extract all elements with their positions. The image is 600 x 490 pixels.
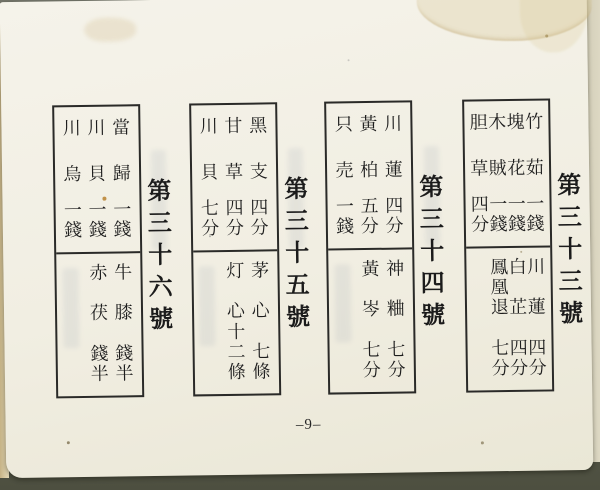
herb-entry [356, 115, 382, 235]
prescription-box [462, 98, 554, 392]
prescription-number: 第 三 十 六 號 [147, 178, 174, 334]
prescription-box-bottom-cell [56, 253, 142, 396]
paper-stain [520, 0, 591, 53]
herb-quantity: 四 分 [250, 197, 269, 238]
herb-name: 牛 膝 [113, 262, 133, 323]
herb-name: 木 賊 [488, 112, 507, 179]
herb-entry [111, 263, 137, 382]
herb-quantity: 四 分 [225, 197, 245, 238]
herb-name: 只 売 [334, 114, 354, 181]
prescription-group-36 [52, 104, 178, 401]
herb-name: 當 歸 [111, 117, 131, 184]
herb-quantity: 五 分 [360, 195, 379, 237]
herb-entry [358, 260, 384, 379]
herb-entry [525, 113, 545, 233]
herb-entry [469, 113, 489, 233]
herb-entry [196, 117, 222, 237]
paper-speck [481, 441, 484, 444]
herb-name: 川 烏 [62, 118, 82, 185]
prescription-box [52, 104, 144, 398]
prescription-box-top-cell [326, 102, 412, 250]
herb-name: 黑 支 [248, 115, 268, 182]
herb-entry [109, 118, 135, 238]
prescription-box-bottom-cell [193, 251, 279, 394]
herb-entry [331, 115, 357, 235]
paper-speck [67, 441, 70, 444]
herb-entry [84, 119, 110, 239]
herb-entry [383, 259, 409, 378]
prescription-box [189, 102, 281, 396]
herb-name: 赤 茯 [89, 262, 109, 323]
prescription-group-34 [324, 100, 450, 397]
herb-name: 灯 心 [226, 260, 246, 321]
herb-entry [248, 261, 274, 380]
herb-name: 塊 花 [506, 111, 526, 179]
paper-speck [348, 59, 350, 61]
prescription-group-33 [462, 98, 588, 395]
herb-quantity: 七 分 [362, 339, 381, 381]
prescription-box-top-cell [464, 100, 550, 248]
herb-quantity: 七 條 [252, 341, 271, 382]
prescription-box-top-cell [191, 104, 277, 252]
herb-entry [508, 258, 528, 377]
herb-quantity: 四 分 [509, 337, 529, 379]
herb-name: 黃 岑 [361, 258, 381, 320]
herb-name: 鳳 凰 退 [490, 257, 509, 318]
herb-entry [506, 113, 526, 233]
herb-name: 川 蓮 [383, 113, 403, 180]
herb-entry [527, 258, 547, 377]
herb-quantity: 一 錢 [526, 193, 545, 234]
herb-quantity: 錢 半 [90, 343, 109, 384]
herb-quantity: 四 分 [385, 195, 404, 236]
herb-name: 胆 草 [469, 112, 489, 179]
herb-name: 茅 心 [250, 260, 270, 321]
herb-name: 神 粬 [385, 258, 405, 319]
herb-name: 川 貝 [87, 117, 107, 184]
herb-quantity: 四 分 [470, 194, 490, 235]
paper-stain [84, 17, 136, 42]
herb-entry [490, 258, 510, 377]
herb-quantity: 七 分 [200, 198, 220, 239]
herb-quantity: 四 分 [528, 337, 547, 378]
herb-quantity: 錢 半 [115, 343, 134, 384]
prescription-number: 第 三 十 四 號 [419, 174, 446, 330]
herb-quantity: 一 錢 [63, 199, 83, 241]
herb-quantity: 十 二 條 [227, 321, 246, 382]
herb-quantity: 一 錢 [335, 196, 355, 237]
herb-entry [86, 264, 112, 383]
herb-quantity: 一 錢 [489, 194, 508, 235]
prescription-box-top-cell [54, 106, 140, 254]
herb-quantity: 一 錢 [113, 199, 132, 240]
herb-quantity: 七 分 [491, 338, 510, 379]
herb-entry [223, 262, 249, 381]
herb-name: 黃 柏 [359, 113, 379, 181]
herb-name: 白 芷 [508, 256, 528, 318]
herb-name: 川 蓮 [527, 256, 546, 317]
prescription-box-bottom-cell [328, 249, 414, 392]
prescription-box-bottom-cell [466, 247, 552, 390]
prescription-number: 第 三 十 三 號 [557, 173, 584, 328]
herb-name: 甘 草 [224, 115, 244, 182]
herb-quantity: 一 錢 [88, 199, 108, 240]
herb-name: 竹 茹 [525, 111, 544, 178]
page-number: –9– [295, 416, 322, 434]
prescription-group-35 [189, 102, 315, 399]
herb-entry [381, 114, 407, 234]
herb-entry [59, 119, 85, 239]
herb-quantity: 一 錢 [507, 193, 527, 235]
herb-name: 川 貝 [199, 116, 219, 183]
prescription-number: 第 三 十 五 號 [284, 176, 311, 332]
paper-speck [545, 34, 548, 37]
herb-entry [221, 117, 247, 237]
herb-entry [246, 116, 272, 236]
herb-entry [488, 113, 508, 233]
prescription-box [324, 100, 416, 394]
herb-quantity: 七 分 [387, 339, 406, 380]
